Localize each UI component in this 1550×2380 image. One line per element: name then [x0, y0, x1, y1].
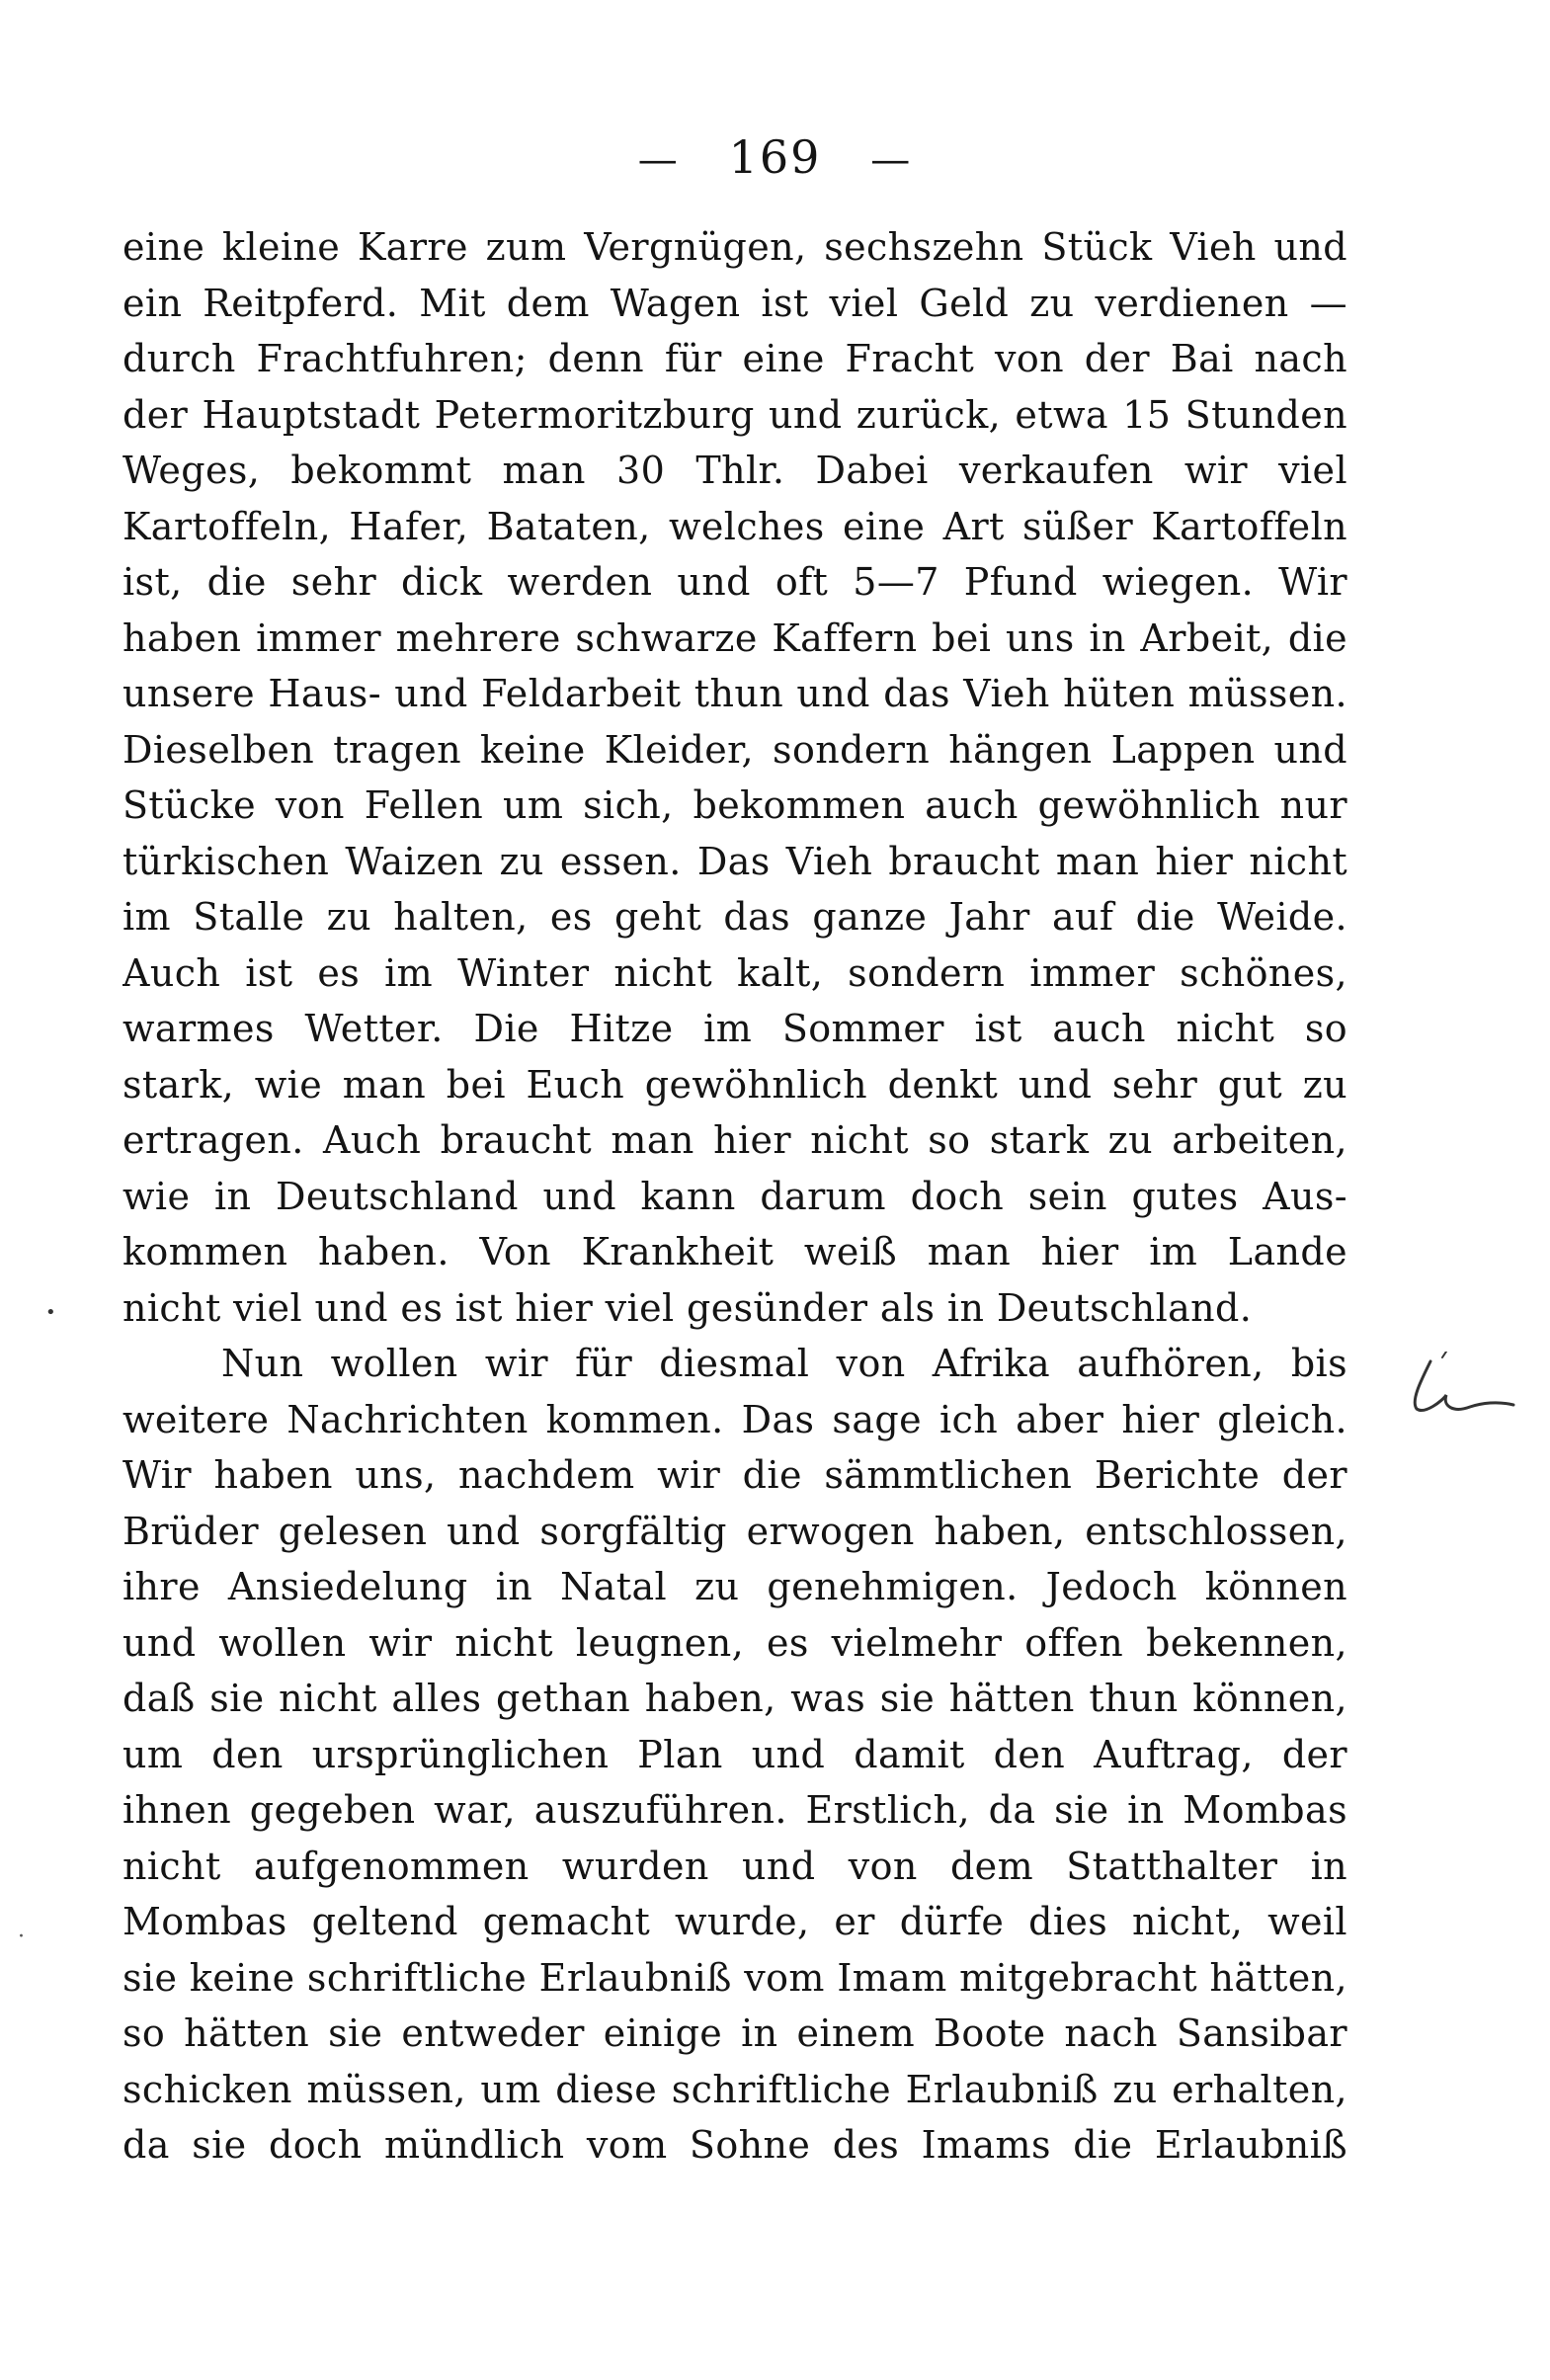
text-line: eine kleine Karre zum Vergnügen, sechszehn Stück Vieh und: [122, 225, 1347, 269]
text-line: Auch ist es im Winter nicht kalt, sondern immer schönes,: [122, 950, 1347, 995]
text-line: im Stalle zu halten, es geht das ganze Jahr auf die Weide.: [122, 895, 1347, 939]
text-line-paragraph-end: nicht viel und es ist hier viel gesünder als in Deutschland.: [122, 1285, 1253, 1330]
margin-dot-mark: •: [45, 1302, 56, 1323]
text-line: kommen haben. Von Krankheit weiß man hier im Lande: [122, 1230, 1347, 1273]
text-line: Stücke von Fellen um sich, bekommen auch gewöhnlich nur: [122, 783, 1347, 827]
text-line: ertragen. Auch braucht man hier nicht so stark zu arbeiten,: [122, 1118, 1347, 1162]
text-line: ihre Ansiedelung in Natal zu genehmigen. Jedoch können: [122, 1565, 1347, 1608]
handwritten-margin-mark: [1403, 1352, 1521, 1421]
text-line: ein Reitpferd. Mit dem Wagen ist viel Geld zu verdienen —: [122, 281, 1347, 325]
text-line-paragraph-start: Nun wollen wir für diesmal von Afrika aufhören, bis: [221, 1342, 1347, 1385]
text-line: der Hauptstadt Petermoritzburg und zurück, etwa 15 Stunden: [122, 392, 1347, 437]
text-line: und wollen wir nicht leugnen, es vielmehr offen bekennen,: [122, 1620, 1347, 1665]
margin-speck-mark: ·: [18, 1925, 25, 1949]
header-dash-right: —: [870, 137, 913, 183]
text-line: weitere Nachrichten kommen. Das sage ich aber hier gleich.: [122, 1397, 1347, 1441]
text-line: um den ursprünglichen Plan und damit den Auftrag, der: [122, 1732, 1347, 1776]
text-line: haben immer mehrere schwarze Kaffern bei uns in Arbeit, die: [122, 616, 1347, 660]
text-line: ihnen gegeben war, auszuführen. Erstlich, da sie in Mombas: [122, 1788, 1347, 1832]
page-body-text: [122, 219, 1347, 2174]
text-line: Wir haben uns, nachdem wir die sämmtlichen Berichte der: [122, 1453, 1347, 1497]
text-line: durch Frachtfuhren; denn für eine Fracht von der Bai nach: [122, 337, 1347, 380]
text-line: ist, die sehr dick werden und oft 5—7 Pfund wiegen. Wir: [122, 560, 1347, 604]
page-number: 169: [728, 130, 822, 184]
text-line: schicken müssen, um diese schriftliche Erlaubniß zu erhalten,: [122, 2067, 1347, 2111]
text-line: Kartoffeln, Hafer, Bataten, welches eine Art süßer Kartoffeln: [122, 504, 1347, 548]
text-line: so hätten sie entweder einige in einem Boote nach Sansibar: [122, 2011, 1347, 2055]
text-line: da sie doch mündlich vom Sohne des Imams die Erlaubniß: [122, 2123, 1347, 2167]
text-line: Brüder gelesen und sorgfältig erwogen haben, entschlossen,: [122, 1509, 1347, 1553]
text-line: wie in Deutschland und kann darum doch sein gutes Aus-: [122, 1174, 1347, 1218]
text-line: warmes Wetter. Die Hitze im Sommer ist auch nicht so: [122, 1007, 1347, 1050]
text-line: stark, wie man bei Euch gewöhnlich denkt und sehr gut zu: [122, 1062, 1347, 1107]
text-line: nicht aufgenommen wurden und von dem Statthalter in: [122, 1844, 1347, 1888]
page-header: [0, 130, 1550, 184]
text-line: Mombas geltend gemacht wurde, er dürfe dies nicht, weil: [122, 1900, 1347, 1943]
text-line: türkischen Waizen zu essen. Das Vieh braucht man hier nicht: [122, 839, 1347, 883]
text-line: sie keine schriftliche Erlaubniß vom Imam mitgebracht hätten,: [122, 1955, 1347, 2000]
text-line: unsere Haus- und Feldarbeit thun und das Vieh hüten müssen.: [122, 672, 1347, 715]
text-line: Dieselben tragen keine Kleider, sondern hängen Lappen und: [122, 727, 1347, 772]
header-dash-left: —: [637, 137, 680, 183]
text-line: Weges, bekommt man 30 Thlr. Dabei verkaufen wir viel: [122, 449, 1347, 492]
text-line: daß sie nicht alles gethan haben, was sie hätten thun können,: [122, 1677, 1347, 1720]
